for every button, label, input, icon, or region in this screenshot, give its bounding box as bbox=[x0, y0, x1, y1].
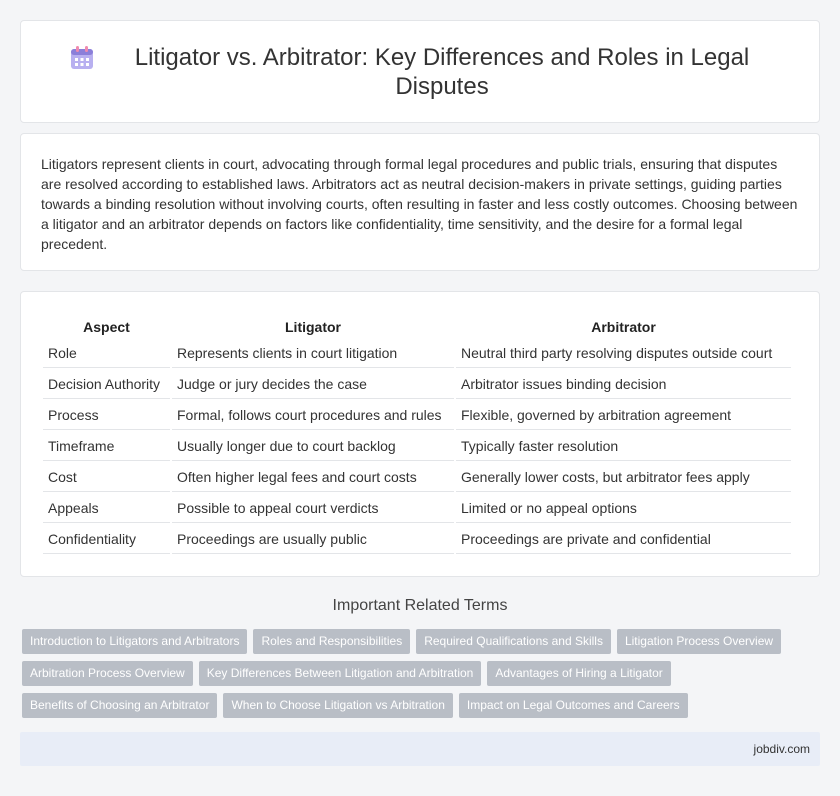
page-title: Litigator vs. Arbitrator: Key Differences and Roles in Legal Disputes bbox=[134, 43, 750, 100]
cell-litigator: Represents clients in court litigation bbox=[172, 339, 454, 368]
cell-aspect: Role bbox=[43, 339, 170, 368]
table-row bbox=[43, 370, 791, 399]
related-tag[interactable]: Arbitration Process Overview bbox=[22, 661, 193, 686]
header-card bbox=[20, 20, 820, 123]
related-tag[interactable]: Key Differences Between Litigation and Arbitration bbox=[199, 661, 482, 686]
table-header-row bbox=[43, 316, 791, 337]
cell-arbitrator: Limited or no appeal options bbox=[456, 494, 791, 523]
header-litigator: Litigator bbox=[285, 318, 341, 335]
cell-litigator: Usually longer due to court backlog bbox=[172, 432, 454, 461]
table-row bbox=[43, 525, 791, 554]
related-tag[interactable]: Introduction to Litigators and Arbitrators bbox=[22, 629, 247, 654]
comparison-table-card bbox=[20, 291, 820, 577]
cell-aspect: Appeals bbox=[43, 494, 170, 523]
intro-card bbox=[20, 133, 820, 271]
cell-litigator: Possible to appeal court verdicts bbox=[172, 494, 454, 523]
header-arbitrator: Arbitrator bbox=[591, 318, 656, 335]
calendar-icon bbox=[68, 44, 96, 72]
footer bbox=[20, 732, 820, 766]
table-row bbox=[43, 339, 791, 368]
cell-litigator: Often higher legal fees and court costs bbox=[172, 463, 454, 492]
cell-arbitrator: Typically faster resolution bbox=[456, 432, 791, 461]
cell-arbitrator: Flexible, governed by arbitration agreement bbox=[456, 401, 791, 430]
cell-arbitrator: Proceedings are private and confidential bbox=[456, 525, 791, 554]
related-tag[interactable]: When to Choose Litigation vs Arbitration bbox=[223, 693, 452, 718]
cell-aspect: Cost bbox=[43, 463, 170, 492]
cell-aspect: Timeframe bbox=[43, 432, 170, 461]
cell-arbitrator: Neutral third party resolving disputes outside court bbox=[456, 339, 791, 368]
table-row bbox=[43, 432, 791, 461]
comparison-table bbox=[41, 314, 793, 556]
cell-litigator: Formal, follows court procedures and rules bbox=[172, 401, 454, 430]
cell-litigator: Proceedings are usually public bbox=[172, 525, 454, 554]
footer-site-link[interactable]: jobdiv.com bbox=[753, 742, 810, 756]
related-terms-title: Important Related Terms bbox=[332, 597, 508, 614]
header-aspect: Aspect bbox=[83, 318, 130, 335]
related-tag[interactable]: Roles and Responsibilities bbox=[253, 629, 410, 654]
cell-arbitrator: Arbitrator issues binding decision bbox=[456, 370, 791, 399]
related-tag[interactable]: Litigation Process Overview bbox=[617, 629, 781, 654]
cell-litigator: Judge or jury decides the case bbox=[172, 370, 454, 399]
related-tag[interactable]: Impact on Legal Outcomes and Careers bbox=[459, 693, 688, 718]
cell-aspect: Confidentiality bbox=[43, 525, 170, 554]
related-tag[interactable]: Advantages of Hiring a Litigator bbox=[487, 661, 670, 686]
intro-paragraph: Litigators represent clients in court, advocating through formal legal procedures and public trials, ensuring that disputes are resolved according to established laws. Arbitrators act as neutral decision-makers in private settings, guiding parties towards a binding resolution without involving courts, often resulting in faster and less costly outcomes. Choosing between a litigator and an arbitrator depends on factors like confidentiality, time sensitivity, and the desire for a formal legal precedent. bbox=[41, 156, 798, 252]
related-tag[interactable]: Benefits of Choosing an Arbitrator bbox=[22, 693, 217, 718]
related-tag[interactable]: Required Qualifications and Skills bbox=[416, 629, 611, 654]
table-row bbox=[43, 494, 791, 523]
table-row bbox=[43, 463, 791, 492]
related-terms-tags bbox=[22, 629, 822, 725]
table-row bbox=[43, 401, 791, 430]
cell-aspect: Process bbox=[43, 401, 170, 430]
cell-aspect: Decision Authority bbox=[43, 370, 170, 399]
title-row bbox=[21, 21, 819, 122]
cell-arbitrator: Generally lower costs, but arbitrator fees apply bbox=[456, 463, 791, 492]
